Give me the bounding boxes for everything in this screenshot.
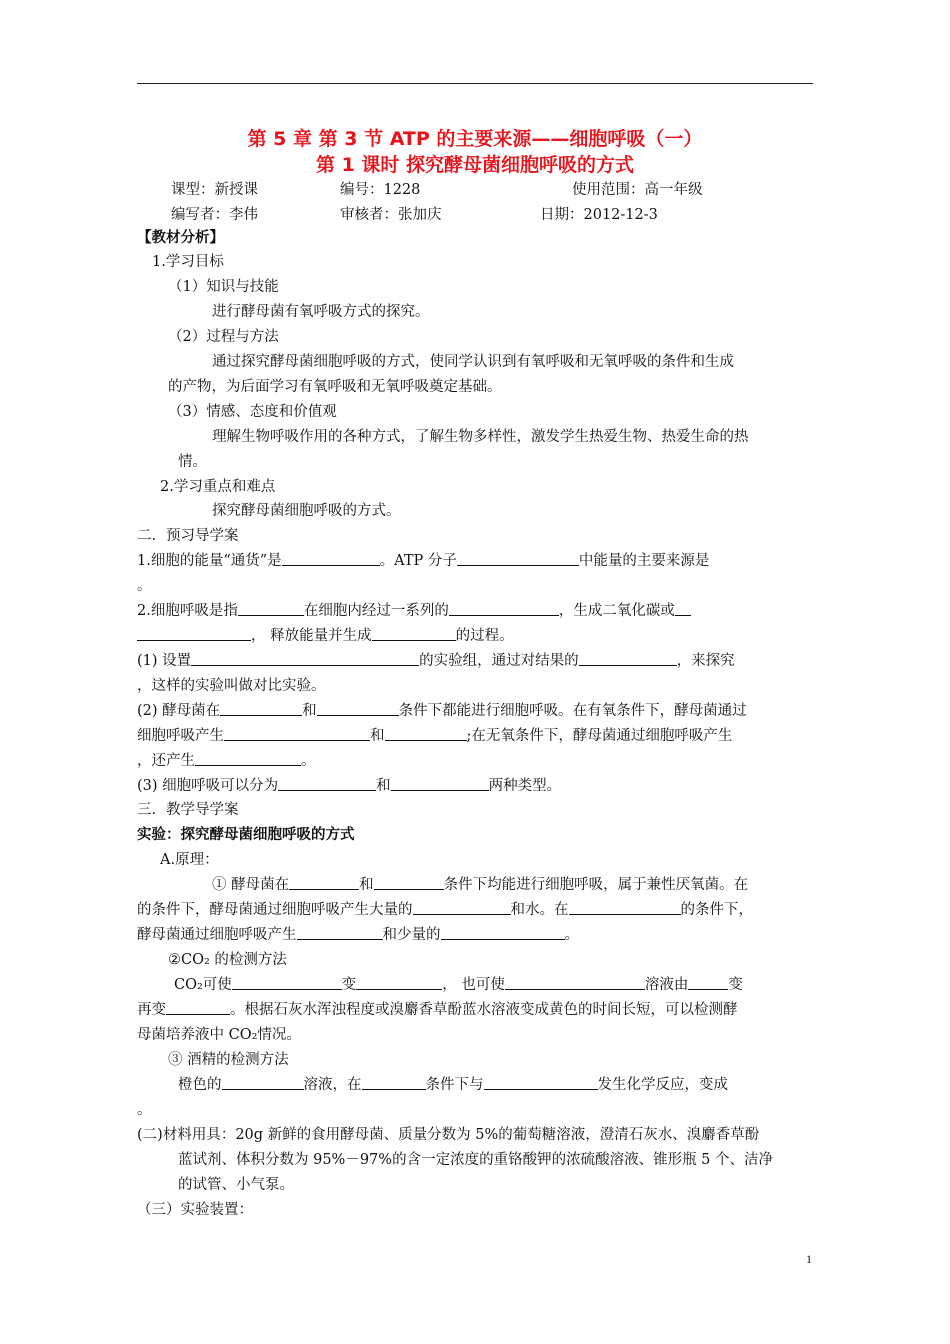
fill-blank[interactable] [282,551,380,566]
meta-code: 编号：1228 [340,182,421,198]
page-number: 1 [806,1252,812,1266]
fill-blank[interactable] [195,751,301,766]
fill-blank[interactable] [372,626,456,641]
meta-scope: 使用范围：高一年级 [572,182,703,198]
fill-blank[interactable] [297,925,383,940]
alcohol-heading: ③ 酒精的检测方法 [168,1052,289,1068]
fill-blank[interactable] [166,1000,230,1015]
fill-blank[interactable] [232,975,342,990]
fill-blank[interactable] [441,925,565,940]
fill-blank[interactable] [449,601,559,616]
fill-blank[interactable] [569,900,681,915]
fill-blank[interactable] [505,975,645,990]
alcohol-line-1: 橙色的 溶液，在 条件下与 发生化学反应，变成 [178,1077,728,1093]
fill-blank[interactable] [356,975,442,990]
preview-q2: 2.细胞呼吸是指 在细胞内经过一系列的 ，生成二氧化碳或 [137,601,691,621]
preview-q3-cont: ，这样的实验叫做对比实验。 [137,678,326,694]
fill-blank[interactable] [191,651,419,666]
fill-blank[interactable] [385,726,467,741]
principle-heading: A.原理： [160,852,219,868]
knowledge-text: 进行酵母菌有氧呼吸方式的探究。 [212,304,430,320]
fill-blank[interactable] [222,1075,304,1090]
experiment-title: 实验：探究酵母菌细胞呼吸的方式 [137,827,355,843]
fill-blank[interactable] [413,900,511,915]
principle-1-end: 酵母菌通过细胞呼吸产生 和少量的 。 [137,927,579,943]
chapter-title: 第 5 章 第 3 节 ATP 的主要来源——细胞呼吸（一） [247,128,703,150]
materials-line-1: (二)材料用具：20g 新鲜的食用酵母菌、质量分数为 5%的葡萄糖溶液，澄清石灰水、溴麝香草酚 [137,1127,760,1143]
preview-q3: (1) 设置 的实验组，通过对结果的 ，来探究 [137,653,735,669]
fill-blank[interactable] [362,1075,426,1090]
preview-q4-end: ，还产生 。 [137,753,316,769]
meta-reviewer: 审核者：张加庆 [340,207,442,223]
device-heading: （三）实验装置： [137,1202,253,1218]
section-analysis-heading: 【教材分析】 [137,230,224,246]
knowledge-heading: （1）知识与技能 [168,279,279,295]
process-text-1: 通过探究酵母菌细胞呼吸的方式，使同学认识到有氧呼吸和无氧呼吸的条件和生成 [212,354,734,370]
fill-blank[interactable] [391,776,489,791]
header-rule [137,83,813,84]
co2-heading: ②CO₂ 的检测方法 [168,952,287,968]
meta-type: 课型：新授课 [171,182,258,198]
fill-blank[interactable] [579,651,677,666]
alcohol-line-2: 。 [137,1102,152,1118]
goals-heading: 1.学习目标 [152,254,224,270]
preview-q1: 1.细胞的能量“通货”是 。ATP 分子 中能量的主要来源是 [137,553,710,569]
principle-1-cont: 的条件下，酵母菌通过细胞呼吸产生大量的 和水。在 的条件下， [137,902,753,918]
process-text-2: 的产物，为后面学习有氧呼吸和无氧呼吸奠定基础。 [168,379,502,395]
emotion-text-1: 理解生物呼吸作用的各种方式，了解生物多样性，激发学生热爱生物、热爱生命的热 [212,429,749,445]
emotion-text-2: 情。 [178,454,207,470]
co2-line-3: 母菌培养液中 CO₂情况。 [137,1027,301,1043]
teaching-heading: 三．教学导学案 [137,802,239,818]
preview-q4: (2) 酵母菌在 和 条件下都能进行细胞呼吸。在有氧条件下，酵母菌通过 [137,703,747,719]
fill-blank[interactable] [220,701,302,716]
focus-heading: 2.学习重点和难点 [160,479,276,495]
fill-blank[interactable] [675,601,691,616]
lesson-title: 第 1 课时 探究酵母菌细胞呼吸的方式 [315,154,635,176]
fill-blank[interactable] [457,551,579,566]
fill-blank[interactable] [238,601,304,616]
preview-heading: 二．预习导学案 [137,528,239,544]
preview-q1-end: 。 [137,578,152,594]
emotion-heading: （3）情感、态度和价值观 [168,404,337,420]
fill-blank[interactable] [688,975,728,990]
fill-blank[interactable] [289,875,359,890]
process-heading: （2）过程与方法 [168,329,279,345]
focus-text: 探究酵母菌细胞呼吸的方式。 [212,503,401,519]
preview-q2-cont: ， 释放能量并生成 的过程。 [137,626,514,646]
principle-1: ① 酵母菌在 和 条件下均能进行细胞呼吸，属于兼性厌氧菌。在 [212,877,749,893]
co2-line-2: 再变 。根据石灰水浑浊程度或溴麝香草酚蓝水溶液变成黄色的时间长短，可以检测酵 [137,1002,738,1018]
meta-date: 日期：2012-12-3 [540,207,658,223]
preview-q4-cont: 细胞呼吸产生 和 ;在无氧条件下，酵母菌通过细胞呼吸产生 [137,728,733,744]
fill-blank[interactable] [484,1075,598,1090]
fill-blank[interactable] [278,776,376,791]
preview-q5: (3) 细胞呼吸可以分为 和 两种类型。 [137,778,562,794]
fill-blank[interactable] [137,626,251,641]
fill-blank[interactable] [374,875,444,890]
materials-line-3: 的试管、小气泵。 [178,1177,294,1193]
co2-line-1: CO₂可使 变 ， 也可使 溶液由 变 [174,977,743,993]
fill-blank[interactable] [317,701,399,716]
fill-blank[interactable] [224,726,370,741]
meta-author: 编写者：李伟 [171,207,258,223]
materials-line-2: 蓝试剂、体积分数为 95%－97%的含一定浓度的重铬酸钾的浓硫酸溶液、锥形瓶 5 个、洁净 [178,1152,774,1168]
